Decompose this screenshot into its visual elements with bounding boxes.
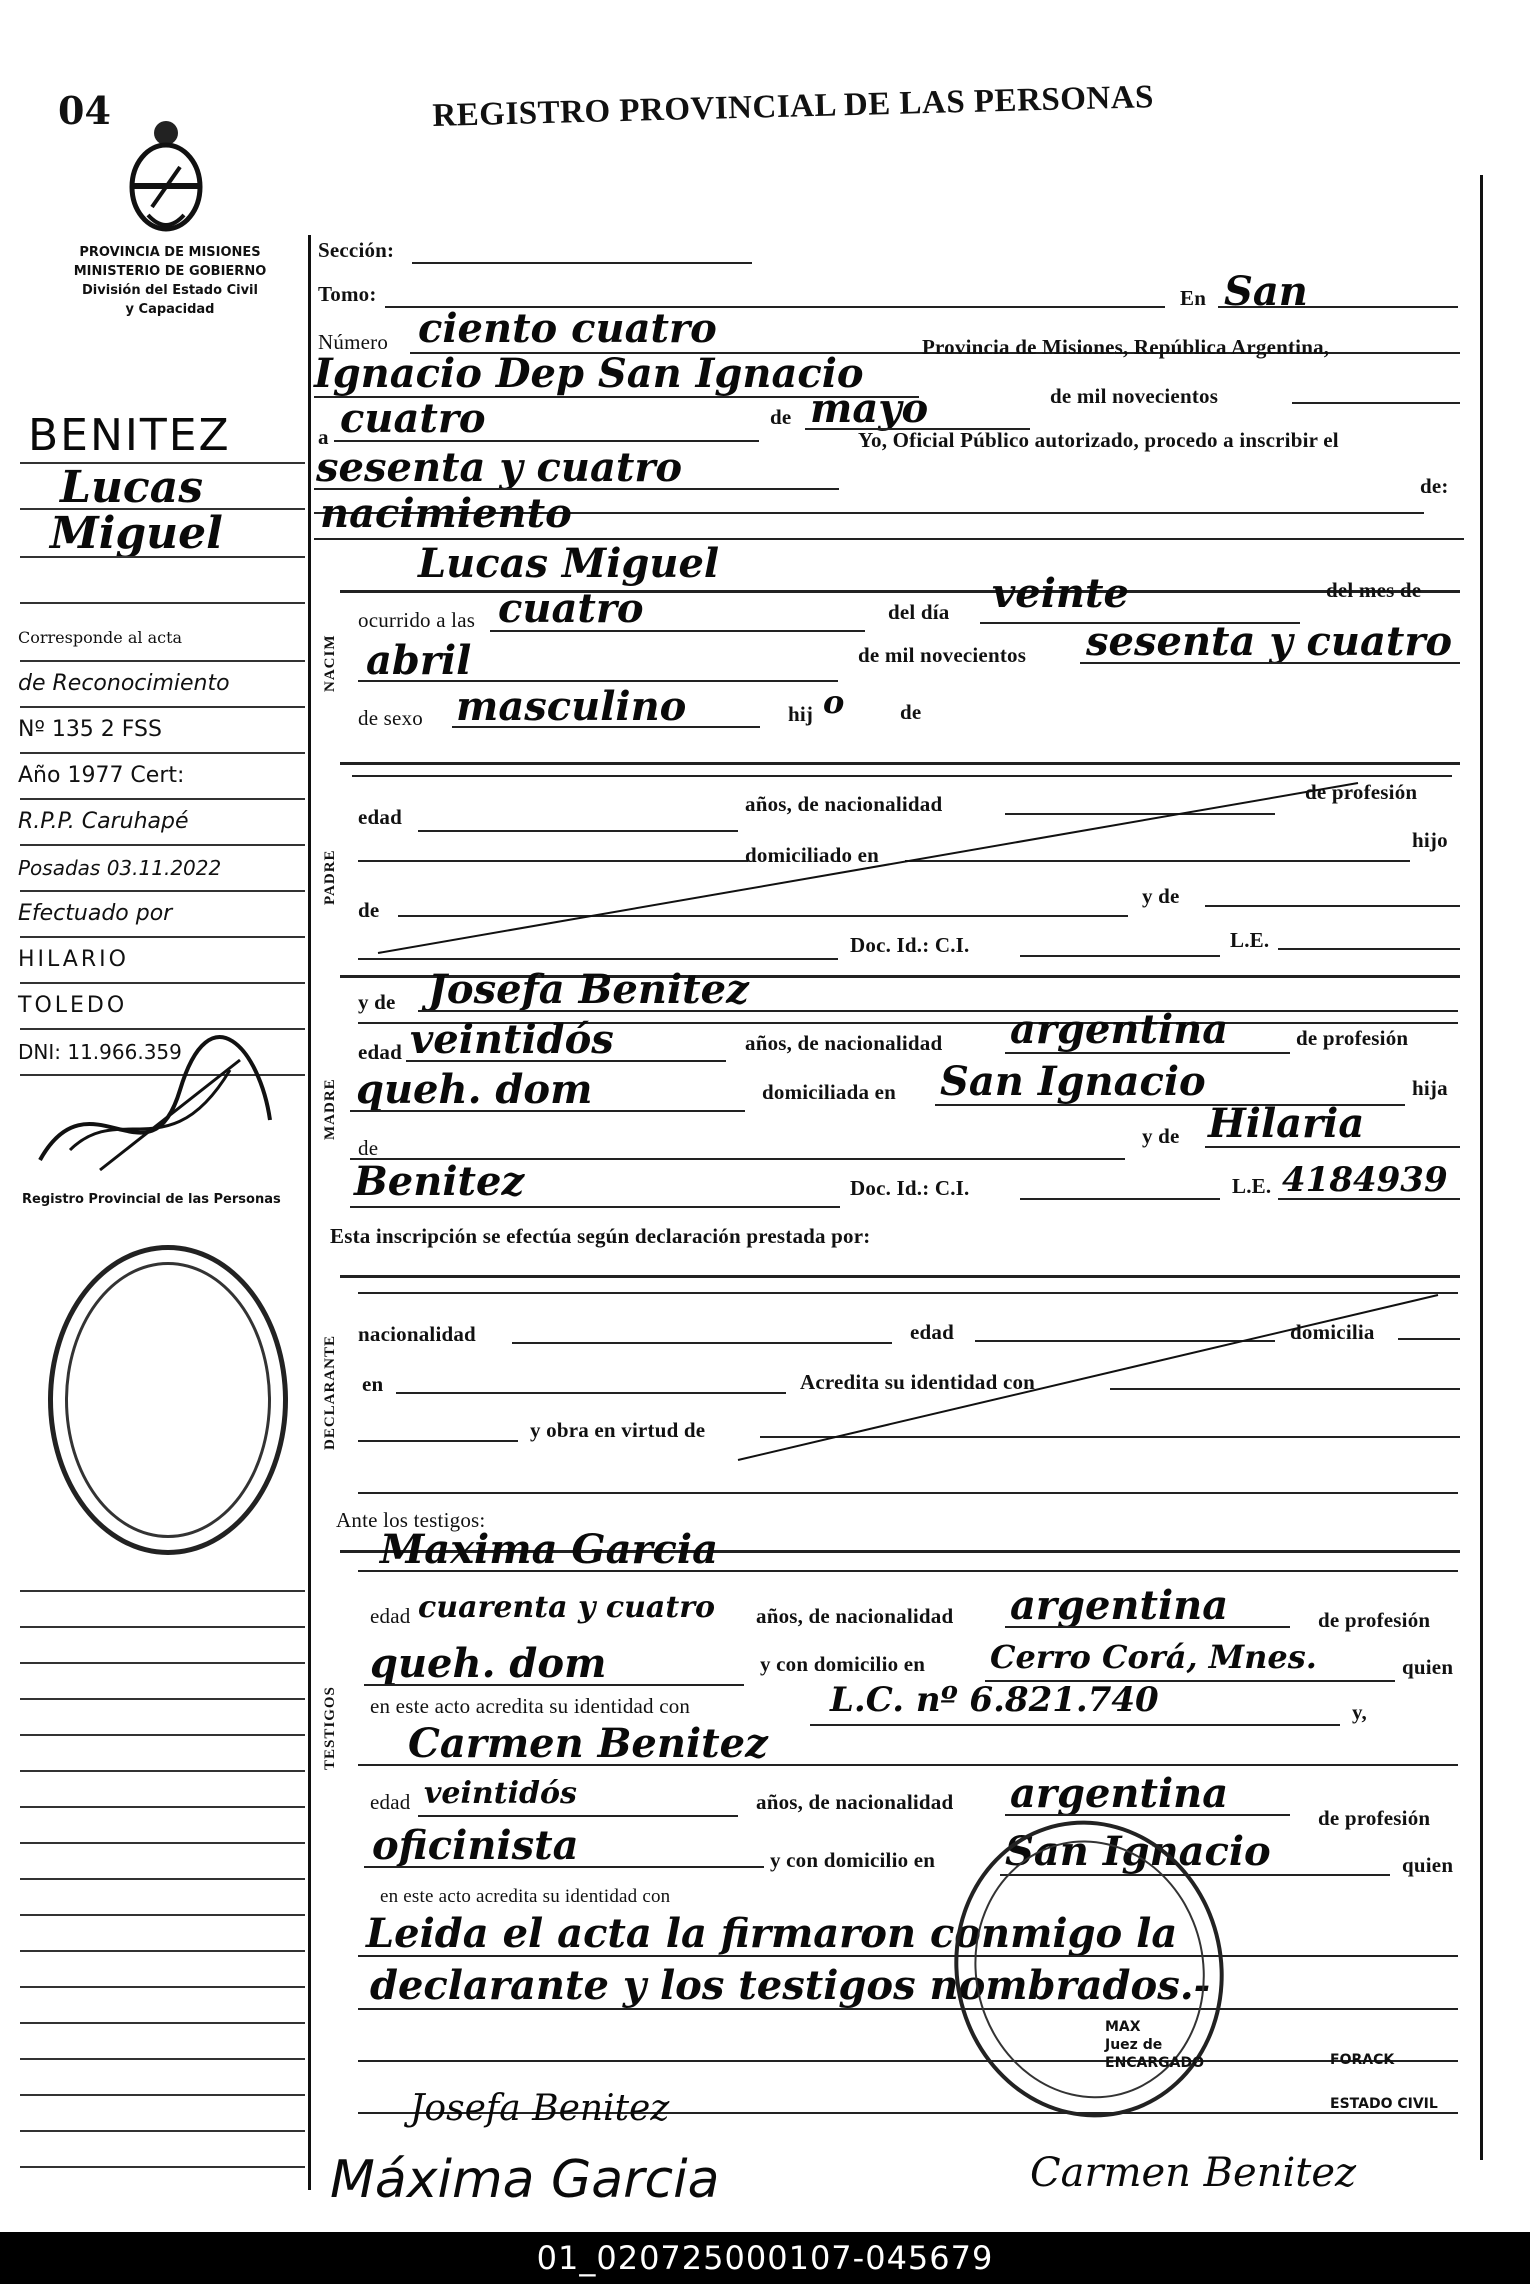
- witness2-name-value: Carmen Benitez: [408, 1720, 768, 1767]
- witness2-acredita-label: en este acto acredita su identidad con: [380, 1886, 671, 1907]
- declarante-domicilio-label: domicilia: [1290, 1320, 1375, 1344]
- witness2-edad-value: veintidós: [424, 1776, 577, 1811]
- madre-parent-surname-value: Benitez: [354, 1158, 525, 1205]
- stamp-line-5: ESTADO CIVIL: [1330, 2096, 1438, 2112]
- padre-cancel-line: [358, 778, 1458, 958]
- witness2-domicilio-label: y con domicilio en: [770, 1848, 936, 1872]
- day-label: a: [318, 425, 329, 449]
- en-label: En: [1180, 286, 1207, 310]
- numero-label: Número: [318, 330, 389, 354]
- signature-josefa: Josefa Benitez: [410, 2088, 670, 2129]
- padre-profesion-label: de profesión: [1305, 780, 1418, 804]
- stamp-line-3: ENCARGADO: [1105, 2055, 1205, 2071]
- padre-nacionalidad-label: años, de nacionalidad: [745, 792, 943, 816]
- birth-day-value: veinte: [992, 570, 1129, 617]
- declarante-cancel-line: [358, 1290, 1458, 1490]
- signature-maxima: Máxima Garcia: [330, 2150, 720, 2210]
- witness1-name-value: Maxima Garcia: [380, 1526, 719, 1573]
- act-type-value: nacimiento: [320, 490, 572, 537]
- madre-profesion-label: de profesión: [1296, 1026, 1409, 1050]
- witness2-edad-label: edad: [370, 1790, 411, 1814]
- madre-parent2-value: Hilaria: [1208, 1100, 1365, 1147]
- stamp-text-right: [1330, 2038, 1438, 2126]
- witness2-profesion-value: oficinista: [372, 1822, 579, 1869]
- de-colon-label: de:: [1420, 474, 1449, 498]
- year-value: sesenta y cuatro: [316, 444, 683, 491]
- yo-label: Yo, Oficial Público autorizado, procedo a inscribir el: [858, 428, 1339, 452]
- day-value: cuatro: [340, 395, 486, 442]
- witness1-id-value: L.C. nº 6.821.740: [830, 1680, 1159, 1720]
- padre-doc-label: Doc. Id.: C.I.: [850, 933, 970, 957]
- section-label-declarante: DECLARANTE: [322, 1334, 338, 1450]
- declarante-acredita-label: Acredita su identidad con: [800, 1370, 1036, 1394]
- del-mes-label: del mes de: [1326, 578, 1422, 602]
- footer-code: 01_020725000107-045679: [0, 2232, 1530, 2284]
- section-label-madre: MADRE: [322, 1078, 338, 1140]
- testigos-ante-label: Ante los testigos:: [336, 1508, 486, 1532]
- de-mil-label: de mil novecientos: [858, 643, 1027, 667]
- birth-year-value: sesenta y cuatro: [1086, 618, 1453, 665]
- right-form-border: [1480, 175, 1483, 2160]
- child-name-value: Lucas Miguel: [418, 540, 720, 587]
- page-number: 04: [58, 88, 111, 133]
- hij-value: o: [823, 683, 845, 721]
- mil-novecientos-label: de mil novecientos: [1050, 384, 1219, 408]
- margin-note-line: de Reconocimiento: [18, 671, 230, 696]
- stamp-line-2: Juez de: [1105, 2037, 1163, 2053]
- padre-domiciliado-label: domiciliado en: [745, 843, 880, 867]
- locality-value: Ignacio Dep San Ignacio: [314, 350, 864, 397]
- agency-line-3: División del Estado Civil: [82, 283, 258, 298]
- sexo-label: de sexo: [358, 706, 423, 730]
- month-value: mayo: [810, 385, 929, 432]
- madre-name-value: Josefa Benitez: [428, 966, 749, 1013]
- padre-edad-label: edad: [358, 805, 402, 829]
- margin-note-line: Año 1977 Cert:: [18, 763, 185, 788]
- declarante-intro-label: Esta inscripción se efectúa según declaración prestada por:: [330, 1224, 871, 1248]
- margin-note-line: DNI: 11.966.359: [18, 1040, 182, 1064]
- madre-hija-label: hija: [1412, 1076, 1448, 1100]
- hij-label: hij: [788, 702, 814, 726]
- declarante-nacionalidad-label: nacionalidad: [358, 1322, 476, 1346]
- closing-line-1: Leida el acta la firmaron conmigo la: [366, 1910, 1178, 1957]
- madre-edad-label: edad: [358, 1040, 402, 1064]
- witness1-domicilio-label: y con domicilio en: [760, 1652, 926, 1676]
- margin-given-1: Lucas: [60, 462, 203, 513]
- hour-value: cuatro: [498, 585, 644, 632]
- stamp-text: [1105, 2018, 1204, 2072]
- madre-nacionalidad-label: años, de nacionalidad: [745, 1031, 943, 1055]
- agency-line-1: PROVINCIA DE MISIONES: [79, 245, 261, 260]
- madre-doc-label: Doc. Id.: C.I.: [850, 1176, 970, 1200]
- tomo-label: Tomo:: [318, 282, 377, 306]
- madre-edad-value: veintidós: [410, 1016, 614, 1063]
- stamp-line-1: MAX: [1105, 2019, 1141, 2035]
- left-form-border: [308, 235, 311, 2190]
- provincia-label: Provincia de Misiones, República Argentina,: [922, 335, 1330, 359]
- padre-de-label: de: [358, 898, 380, 922]
- padre-le-label: L.E.: [1230, 928, 1270, 952]
- declarante-obra-label: y obra en virtud de: [530, 1418, 706, 1442]
- witness1-quien-label: quien: [1402, 1655, 1454, 1679]
- sexo-value: masculino: [456, 683, 687, 730]
- birth-month-value: abril: [366, 637, 472, 684]
- witness1-nacionalidad-value: argentina: [1010, 1582, 1229, 1629]
- en-value: San: [1224, 268, 1308, 315]
- agency-line-4: y Capacidad: [125, 302, 215, 317]
- madre-y-de-label-2: y de: [1142, 1124, 1180, 1148]
- margin-given-2: Miguel: [50, 508, 223, 559]
- ocurrido-label: ocurrido a las: [358, 608, 476, 632]
- closing-line-2: declarante y los testigos nombrados.-: [370, 1962, 1211, 2009]
- left-seal-icon: [48, 1245, 288, 1555]
- section-label-testigos: TESTIGOS: [322, 1686, 338, 1770]
- stamp-line-4: FORACK: [1330, 2052, 1395, 2068]
- margin-note-line: TOLEDO: [18, 993, 128, 1018]
- madre-le-label: L.E.: [1232, 1174, 1272, 1198]
- margin-signature: [30, 1030, 290, 1190]
- declarante-en-label: en: [362, 1372, 384, 1396]
- declarante-edad-label: edad: [910, 1320, 954, 1344]
- margin-note-line: HILARIO: [18, 947, 129, 972]
- signature-carmen: Carmen Benitez: [1030, 2150, 1357, 2196]
- del-dia-label: del día: [888, 600, 950, 624]
- padre-hijo-label: hijo: [1412, 828, 1448, 852]
- section-label-nacim: NACIM: [322, 634, 338, 692]
- margin-note-line: R.P.P. Caruhapé: [18, 809, 189, 834]
- witness1-edad-label: edad: [370, 1604, 411, 1628]
- numero-value: ciento cuatro: [418, 305, 717, 352]
- witness1-nacionalidad-label: años, de nacionalidad: [756, 1604, 954, 1628]
- margin-surname: BENITEZ: [28, 410, 231, 461]
- witness1-y-label: y,: [1352, 1700, 1367, 1724]
- padre-y-de-label: y de: [1142, 884, 1180, 908]
- madre-de-label: de: [358, 1136, 379, 1160]
- margin-note-line: Efectuado por: [18, 901, 173, 926]
- madre-profesion-value: queh. dom: [356, 1066, 593, 1113]
- seccion-label: Sección:: [318, 238, 395, 262]
- margin-signature-caption: Registro Provincial de las Personas: [22, 1192, 281, 1207]
- witness2-nacionalidad-label: años, de nacionalidad: [756, 1790, 954, 1814]
- witness2-quien-label: quien: [1402, 1853, 1454, 1877]
- madre-y-de-label: y de: [358, 990, 396, 1014]
- witness1-acredita-label: en este acto acredita su identidad con: [370, 1694, 691, 1718]
- margin-note-line: Corresponde al acta: [18, 628, 183, 647]
- agency-line-2: MINISTERIO DE GOBIERNO: [73, 264, 267, 279]
- page-title: REGISTRO PROVINCIAL DE LAS PERSONAS: [432, 79, 1155, 134]
- witness2-domicilio-value: San Ignacio: [1005, 1828, 1271, 1875]
- coat-of-arms-icon: [122, 115, 210, 240]
- witness1-profesion-label: de profesión: [1318, 1608, 1431, 1632]
- madre-domicilio-value: San Ignacio: [940, 1058, 1206, 1105]
- witness2-nacionalidad-value: argentina: [1010, 1770, 1229, 1817]
- section-label-padre: PADRE: [322, 849, 338, 905]
- witness1-edad-value: cuarenta y cuatro: [418, 1590, 716, 1625]
- madre-le-value: 4184939: [1282, 1160, 1448, 1200]
- witness1-profesion-value: queh. dom: [370, 1640, 607, 1687]
- margin-note-line: Nº 135 2 FSS: [18, 717, 162, 742]
- margin-note-line: Posadas 03.11.2022: [18, 856, 222, 880]
- witness2-profesion-label: de profesión: [1318, 1806, 1431, 1830]
- madre-nacionalidad-value: argentina: [1010, 1006, 1229, 1053]
- de-label: de: [770, 405, 792, 429]
- de-label-2: de: [900, 700, 922, 724]
- witness1-domicilio-value: Cerro Corá, Mnes.: [990, 1638, 1317, 1676]
- madre-domiciliada-label: domiciliada en: [762, 1080, 897, 1104]
